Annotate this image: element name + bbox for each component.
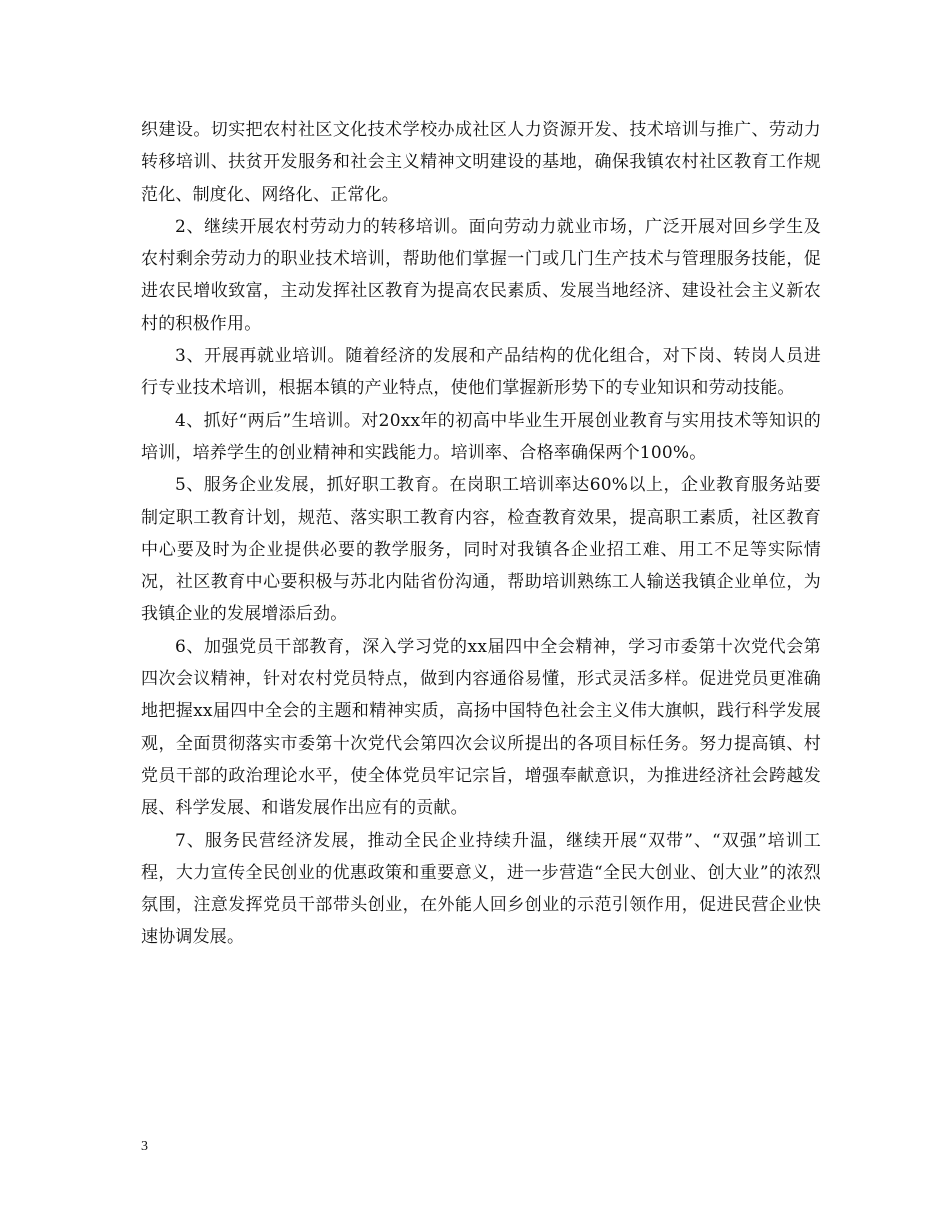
paragraph-1: 织建设。切实把农村社区文化技术学校办成社区人力资源开发、技术培训与推广、劳动力转移培训、扶贫开发服务和社会主义精神文明建设的基地，确保我镇农村社区教育工作规范化、制度化、网络化、正常化。 — [141, 120, 821, 205]
paragraph-4: 4、抓好“两后”生培训。对20xx年的初高中毕业生开展创业教育与实用技术等知识的培训，培养学生的创业精神和实践能力。培训率、合格率确保两个100%。 — [141, 410, 821, 463]
paragraph-7: 7、服务民营经济发展，推动全民企业持续升温，继续开展“双带”、“双强”培训工程，大力宣传全民创业的优惠政策和重要意义，进一步营造“全民大创业、创大业”的浓烈氛围，注意发挥党员干部带头创业，在外能人回乡创业的示范引领作用，促进民营企业快速协调发展。 — [141, 830, 821, 948]
paragraph-2: 2、继续开展农村劳动力的转移培训。面向劳动力就业市场，广泛开展对回乡学生及农村剩余劳动力的职业技术培训，帮助他们掌握一门或几门生产技术与管理服务技能，促进农民增收致富，主动发挥社区教育为提高农民素质、发展当地经济、建设社会主义新农村的积极作用。 — [141, 216, 821, 334]
paragraph-6: 6、加强党员干部教育，深入学习党的xx届四中全会精神，学习市委第十次党代会第四次会议精神，针对农村党员特点，做到内容通俗易懂，形式灵活多样。促进党员更准确地把握xx届四中全会的主题和精神实质，高扬中国特色社会主义伟大旗帜，践行科学发展观，全面贯彻落实市委第十次党代会第四次会议所提出的各项目标任务。努力提高镇、村党员干部的政治理论水平，使全体党员牢记宗旨，增强奉献意识，为推进经济社会跨越发展、科学发展、和谐发展作出应有的贡献。 — [141, 636, 821, 819]
paragraph-3: 3、开展再就业培训。随着经济的发展和产品结构的优化组合，对下岗、转岗人员进行专业技术培训，根据本镇的产业特点，使他们掌握新形势下的专业知识和劳动技能。 — [141, 346, 821, 399]
document-body — [141, 114, 821, 954]
paragraph-5: 5、服务企业发展，抓好职工教育。在岗职工培训率达60%以上，企业教育服务站要制定职工教育计划，规范、落实职工教育内容，检查教育效果，提高职工素质，社区教育中心要及时为企业提供必要的教学服务，同时对我镇各企业招工难、用工不足等实际情况，社区教育中心要积极与苏北内陆省份沟通，帮助培训熟练工人输送我镇企业单位，为我镇企业的发展增添后劲。 — [141, 475, 821, 625]
page-number: 3 — [141, 1139, 148, 1154]
